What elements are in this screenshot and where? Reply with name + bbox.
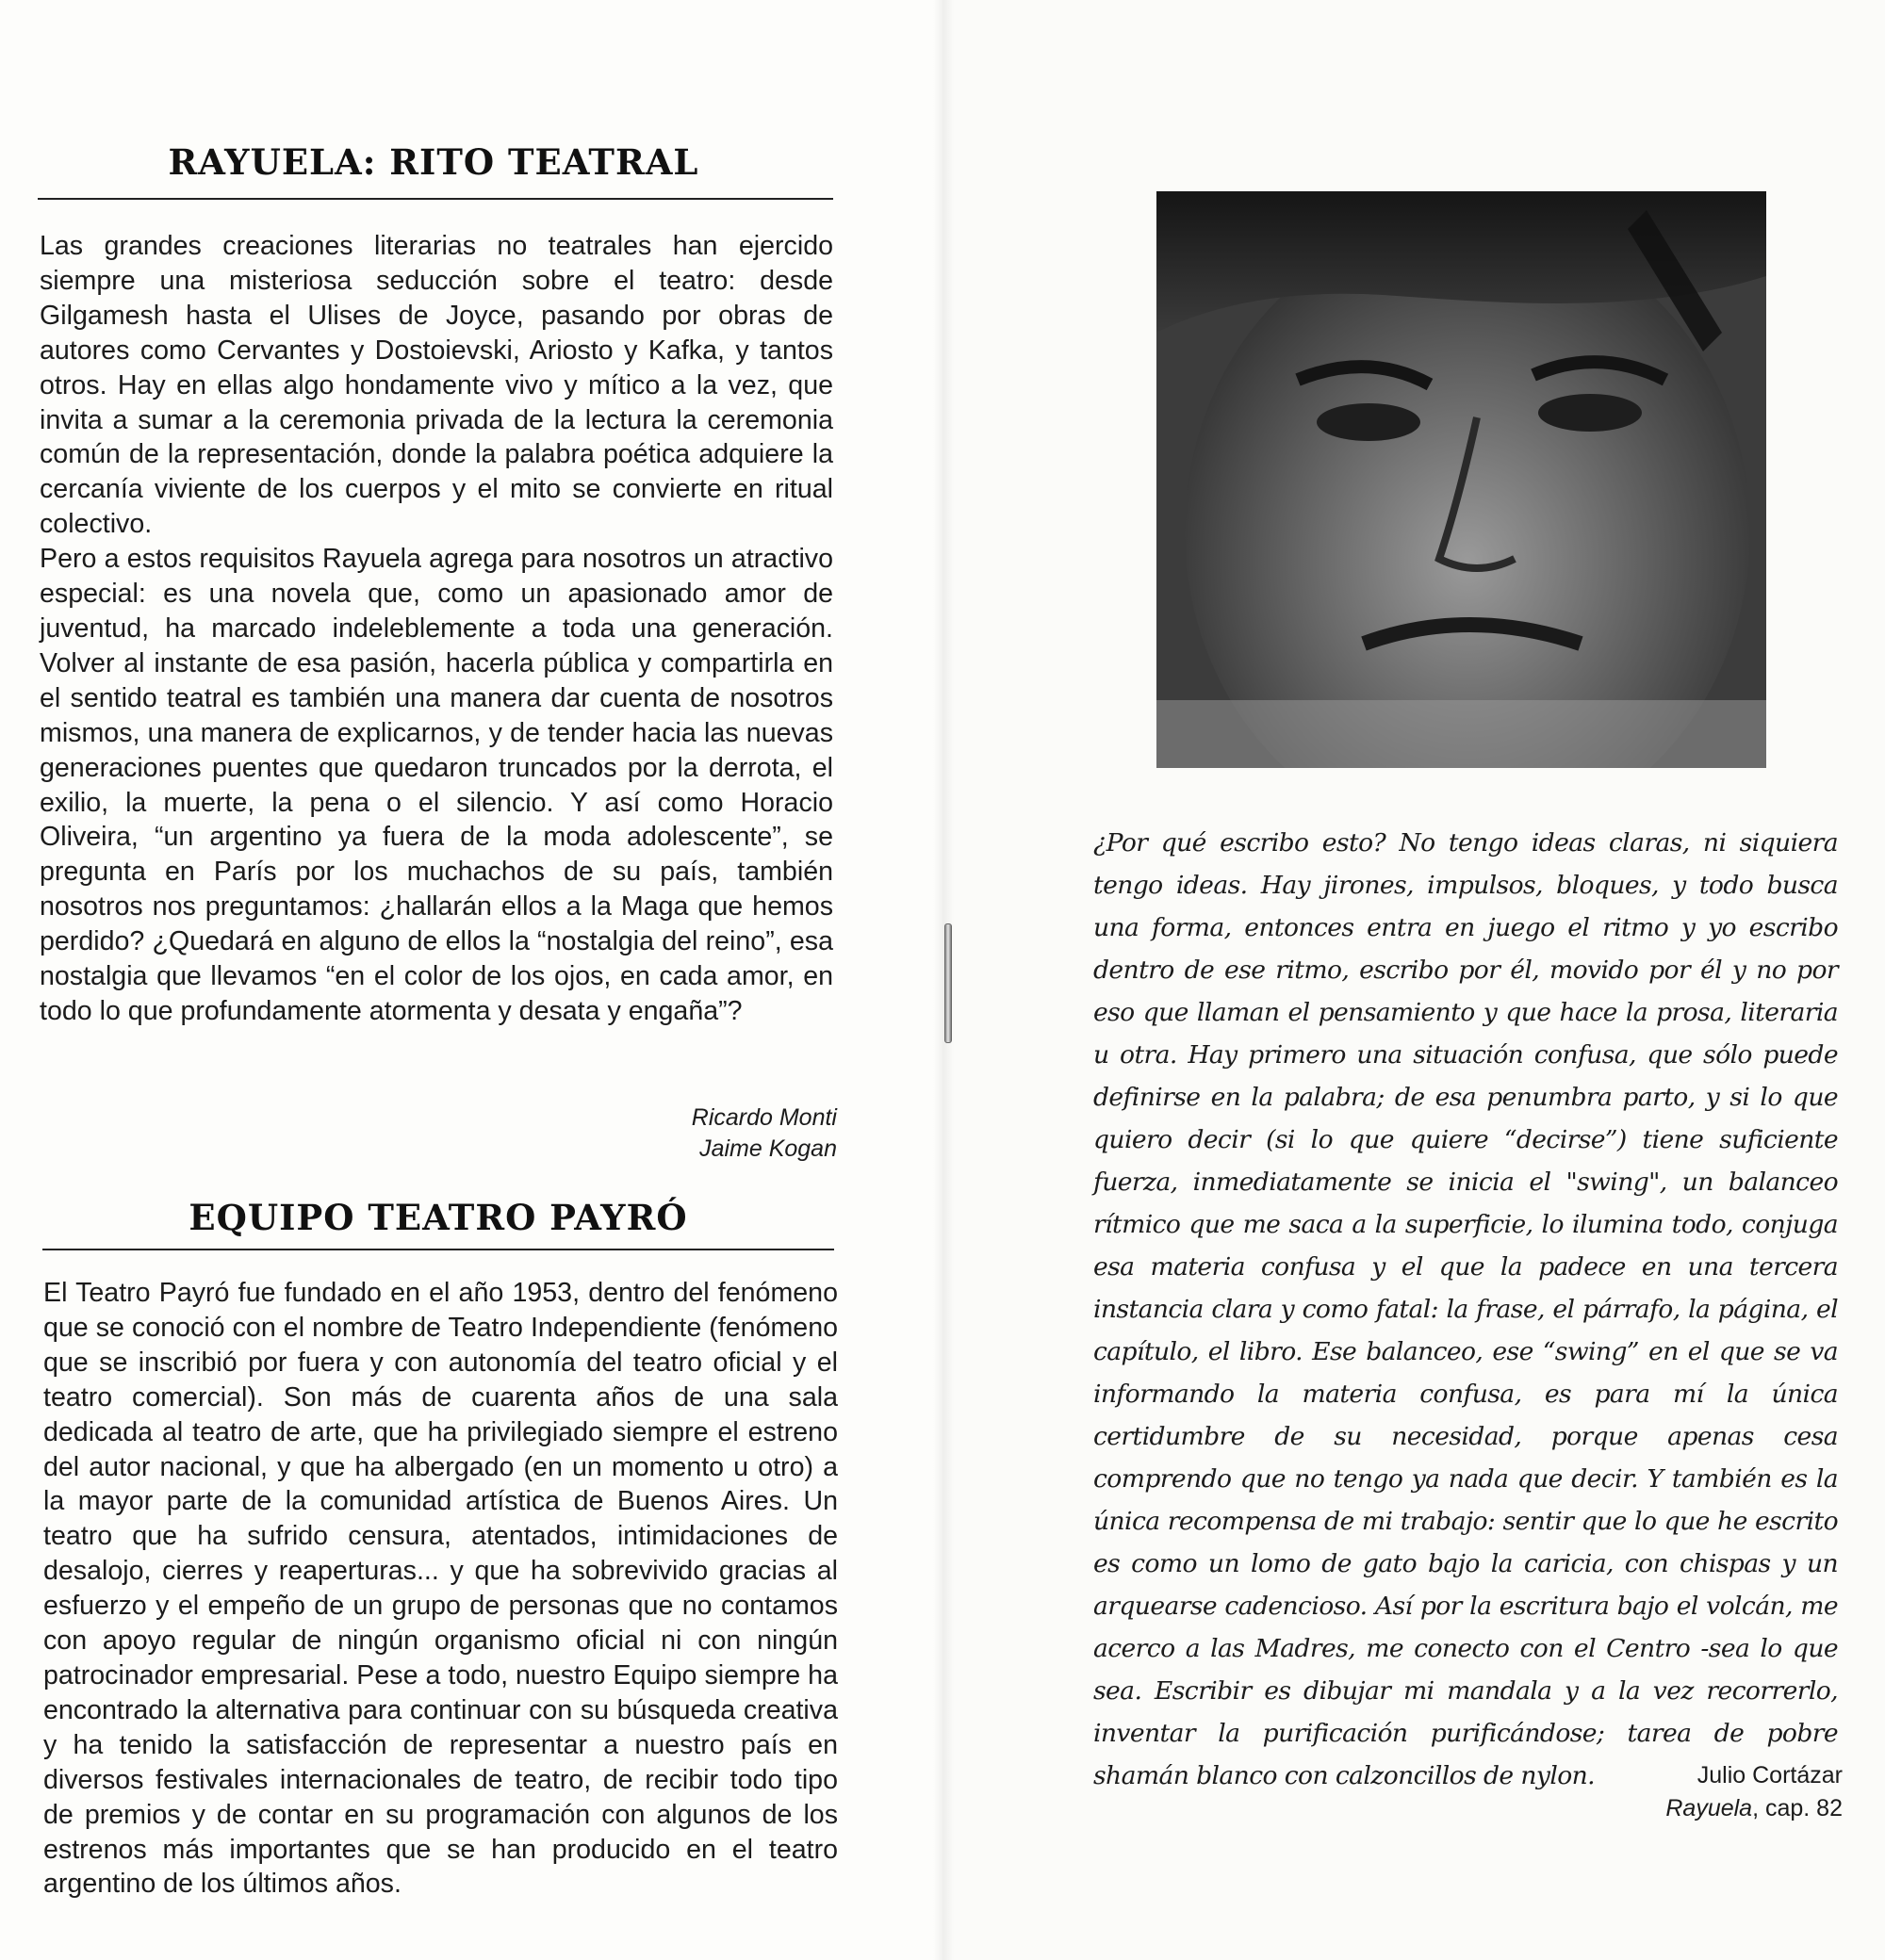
article-signatures: [460, 1102, 837, 1165]
signature-name: Jaime Kogan: [699, 1135, 837, 1162]
title-rule: [42, 1249, 834, 1250]
article-paragraph: El Teatro Payró fue fundado en el año 1953, dentro del fenómeno que se conoció con el nombre de Teatro Independiente (fenómeno que se inscribió por fuera y con autonomía del teatro oficial y el teatro comercial). Son más de cuarenta años de una sala dedicada al teatro de arte, que ha privilegiado siempre el estreno del autor nacional, y que ha albergado (en un momento u otro) a la mayor parte de la comunidad artística de Buenos Aires. Un teatro que ha sufrido censura, atentados, intimidaciones de desalojo, cierres y reaperturas... y que ha sobrevivido gracias al esfuerzo y el empeño de un grupo de personas que no contamos con apoyo regular de ningún organismo oficial ni con ningún patrocinador empresarial. Pese a todo, nuestro Equipo siempre ha encontrado la alternativa para continuar con su búsqueda creativa y ha tenido la satisfacción de representar a nuestro país en diversos festivales internacionales de teatro, de recibir todo tipo de premios y de contar en su programación con algunos de los estrenos más importantes que se han producido en el teatro argentino de los últimos años.: [43, 1278, 838, 1900]
author-portrait-photo: [1156, 191, 1766, 768]
cortazar-quote: ¿Por qué escribo esto? No tengo ideas claras, ni siquiera tengo ideas. Hay jirones, impulsos, bloques, y todo busca una forma, entonces entra en juego el ritmo y yo escribo dentro de ese ritmo, escribo por él, movido por él y no por eso que llaman el pensamiento y que hace la prosa, literaria u otra. Hay primero una situación confusa, que sólo puede definirse en la palabra; de esa penumbra parto, y si lo que quiero decir (si lo que quiere “decirse”) tiene suficiente fuerza, inmediatamente se inicia el "swing", un balanceo rítmico que me saca a la superficie, lo ilumina todo, conjuga esa materia confusa y el que la padece en una tercera instancia clara y como fatal: la frase, el párrafo, la página, el capítulo, el libro. Ese balanceo, ese “swing” en el que se va informando la materia confusa, es para mí la única certidumbre de su necesidad, porque apenas cesa comprendo que no tengo ya nada que decir. Y también es la única recompensa de mi trabajo: sentir que lo que he escrito es como un lomo de gato bajo la caricia, con chispas y un arquearse cadencioso. Así por la escritura bajo el volcán, me acerco a las Madres, me conecto con el Centro -sea lo que sea. Escribir es dibujar mi mandala y a la vez recorrerlo, inventar la purificación purificándose; tarea de pobre shamán blanco con calzoncillos de nylon.: [1093, 828, 1838, 1790]
staple: [944, 923, 952, 1043]
left-page: [0, 0, 942, 1960]
article-paragraph: Pero a estos requisitos Rayuela agrega para nosotros un atractivo especial: es una novela que, como un apasionado amor de juventud, ha marcado indeleblemente a toda una generación. Volver al instante de esa pasión, hacerla pública y compartirla en el sentido teatral es también una manera dar cuenta de nosotros mismos, una manera de explicarnos, y de tender hacia las nuevas generaciones puentes que quedaron truncados por la derrota, el exilio, la muerte, la pena o el silencio. Y así como Horacio Oliveira, “un argentino ya fuera de la moda adolescente”, se pregunta en París por los muchachos de su país, también nosotros nos preguntamos: ¿hallarán ellos a la Maga que hemos perdido? ¿Quedará en alguno de ellos la “nostalgia del reino”, esa nostalgia que llevamos “en el color de los ojos, en cada amor, en todo lo que profundamente atormenta y desata y engaña”?: [40, 544, 833, 1026]
title-rule: [38, 198, 833, 200]
article-paragraph: Las grandes creaciones literarias no teatrales han ejercido siempre una misteriosa seducción sobre el teatro: desde Gilgamesh hasta el Ulises de Joyce, pasando por obras de autores como Cervantes y Dostoievski, Ariosto y Kafka, y tantos otros. Hay en ellas algo hondamente vivo y mítico a la vez, que invita a sumar a la ceremonia privada de la lectura la ceremonia común de la representación, donde la palabra poética adquiere la cercanía viviente de los cuerpos y el mito se convierte en ritual colectivo.: [40, 231, 833, 540]
section-title-rayuela: RAYUELA: RITO TEATRAL: [168, 141, 699, 183]
section-title-payro: EQUIPO TEATRO PAYRÓ: [188, 1197, 688, 1238]
credit-chapter: , cap. 82: [1752, 1795, 1843, 1821]
portrait-illustration: [1156, 191, 1766, 768]
signature-name: Ricardo Monti: [691, 1104, 837, 1131]
payro-article: [43, 1276, 838, 1902]
credit-author: Julio Cortázar: [1696, 1762, 1843, 1788]
quote-credit: [1665, 1759, 1843, 1825]
rayuela-article: [40, 229, 833, 1029]
credit-book: Rayuela: [1665, 1795, 1753, 1821]
credit-source: [1665, 1792, 1843, 1825]
